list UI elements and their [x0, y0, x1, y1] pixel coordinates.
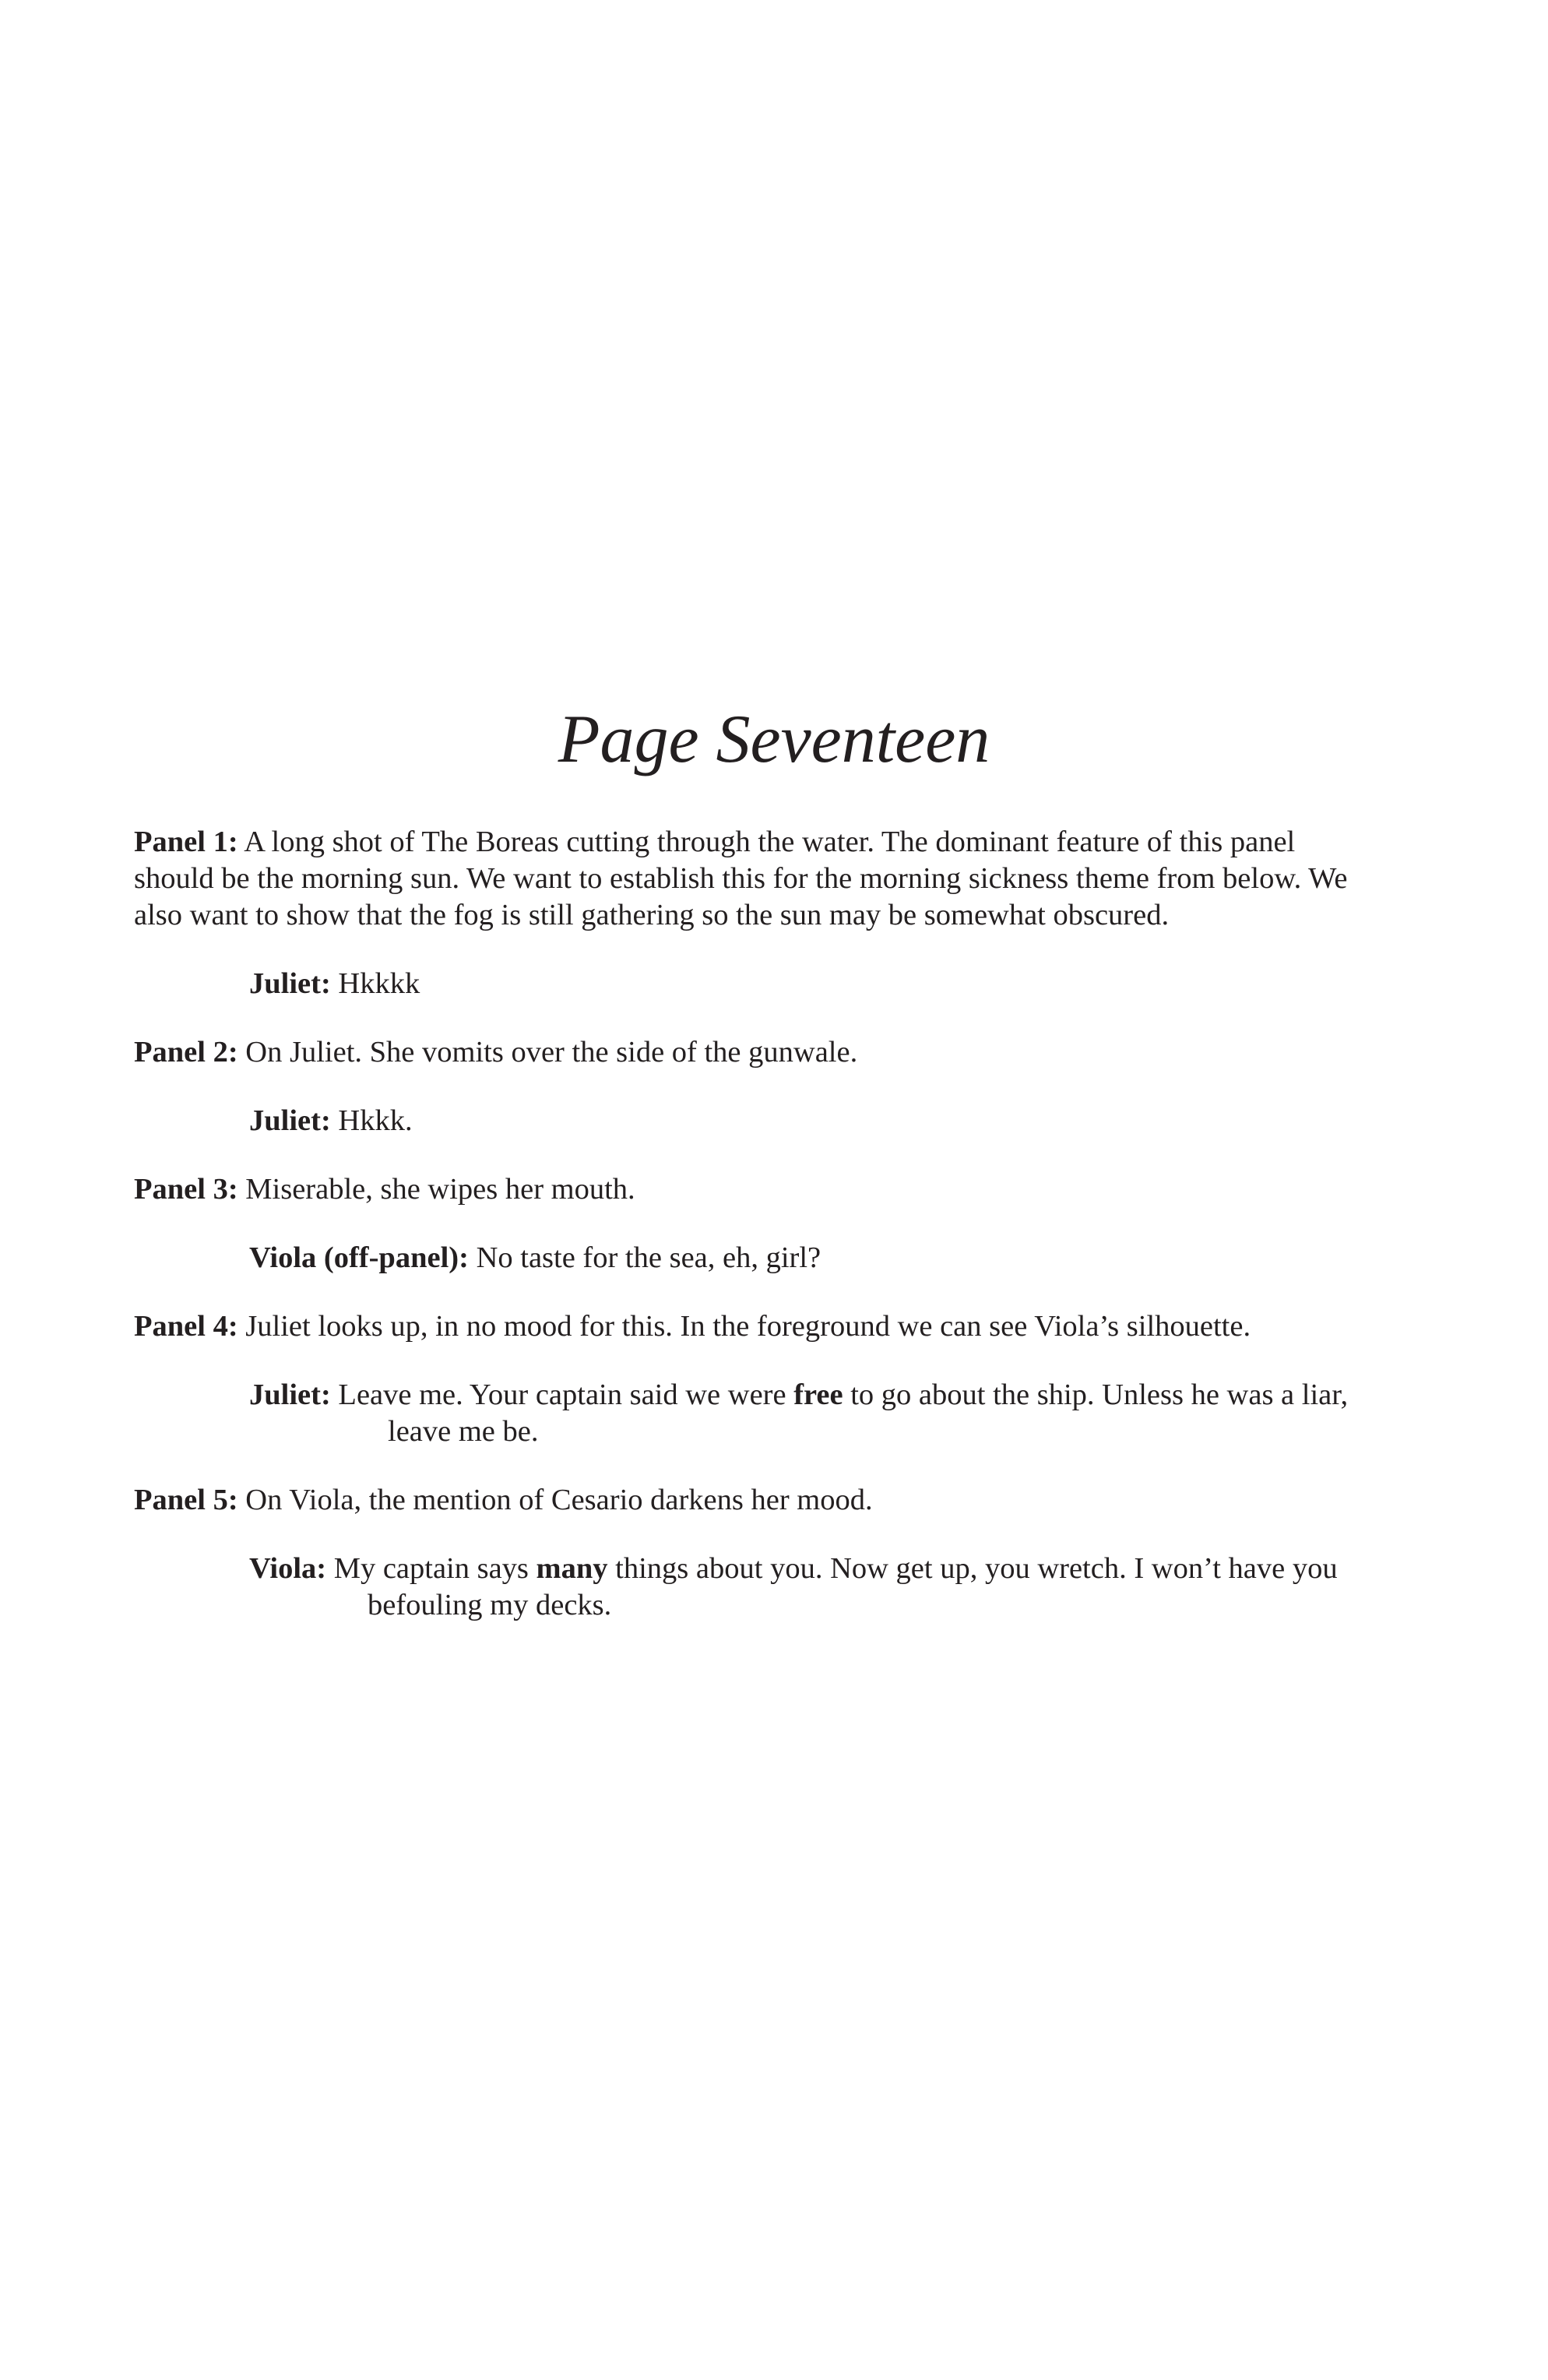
panel-text: A long shot of The Boreas cutting through the water. The dominant feature of this panel should be the morning sun. We want to establish this for the morning sickness theme from below. We also want to show that the fog is still gathering so the sun may be somewhat obscured. — [134, 826, 1348, 931]
speaker-name: Juliet: — [249, 967, 331, 1000]
panel-description — [134, 824, 1380, 934]
dialogue-text: No taste for the sea, eh, girl? — [476, 1241, 821, 1274]
panel-label: Panel 2: — [134, 1036, 238, 1069]
panel-label: Panel 1: — [134, 826, 238, 858]
dialogue-text: Leave me. Your captain said we were — [338, 1378, 786, 1411]
panel-description — [134, 1482, 1380, 1519]
panel-text: On Juliet. She vomits over the side of the gunwale. — [245, 1036, 858, 1069]
page-title: Page Seventeen — [558, 702, 990, 777]
panel-text: Juliet looks up, in no mood for this. In the foreground we can see Viola’s silhouette. — [245, 1310, 1251, 1343]
dialogue-line — [249, 1240, 1380, 1276]
panel-text: Miserable, she wipes her mouth. — [245, 1173, 635, 1206]
speaker-name: Viola (off-panel): — [249, 1241, 469, 1274]
dialogue-text: to go about the ship. Unless he was a liar, leave me be. — [388, 1378, 1349, 1448]
panel-description — [134, 1171, 1380, 1208]
panel-label: Panel 5: — [134, 1484, 238, 1516]
script-body — [134, 824, 1380, 1656]
panel-description — [134, 1308, 1380, 1345]
dialogue-line — [249, 1103, 1380, 1139]
panel-description — [134, 1034, 1380, 1071]
dialogue-line — [249, 1377, 1380, 1450]
dialogue-emphasis: many — [536, 1552, 608, 1585]
dialogue-text: Hkkkk — [338, 967, 420, 1000]
panel-label: Panel 3: — [134, 1173, 238, 1206]
speaker-name: Juliet: — [249, 1104, 331, 1137]
panel-label: Panel 4: — [134, 1310, 238, 1343]
dialogue-line — [249, 966, 1380, 1002]
dialogue-text: things about you. Now get up, you wretch. I won’t have you befouling my decks. — [368, 1552, 1338, 1621]
speaker-name: Juliet: — [249, 1378, 331, 1411]
panel-text: On Viola, the mention of Cesario darkens her mood. — [245, 1484, 873, 1516]
dialogue-emphasis: free — [793, 1378, 843, 1411]
speaker-name: Viola: — [249, 1552, 327, 1585]
dialogue-text: Hkkk. — [338, 1104, 413, 1137]
dialogue-line — [249, 1551, 1380, 1624]
dialogue-text: My captain says — [333, 1552, 529, 1585]
